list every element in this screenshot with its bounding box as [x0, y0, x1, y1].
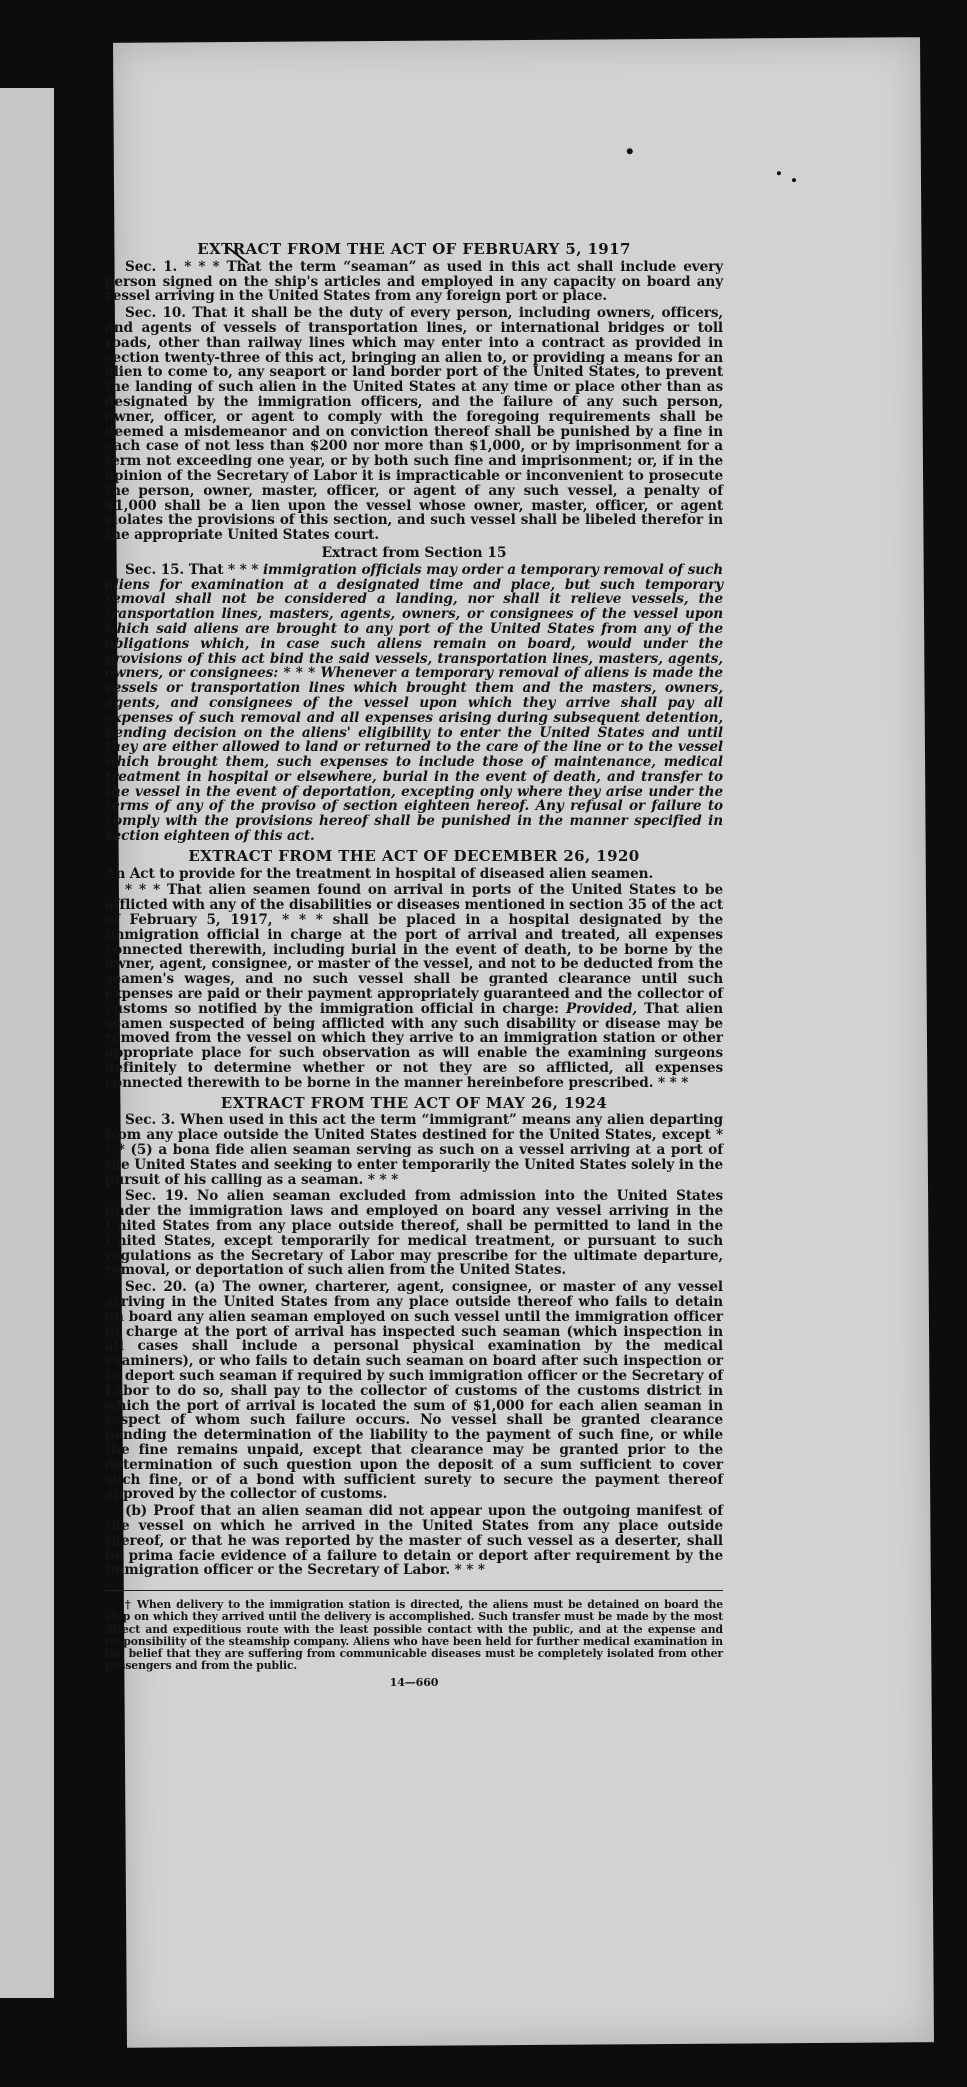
- section-20a: Sec. 20. (a) The owner, charterer, agent, consignee, or master of any vessel arriving in the United States from any place outside thereof who fails to detain on board any alien seaman employed on such vessel until the immigration officer in charge at the port of arrival has inspected such seaman (which inspection in all cases shall include a personal physical examination by the medical examiners), or who fails to detain such seaman on board after such inspection or to deport such seaman if required by such immigration officer or the Secretary of Labor to do so, shall pay to the collector of customs of the customs district in which the port of arrival is located the sum of $1,000 for each alien seaman in respect of whom such failure occurs. No vessel shall be granted clearance pending the determination of the liability to the payment of such fine, or while the fine remains unpaid, except that clearance may be granted prior to the determination of such question upon the deposit of a sum sufficient to cover such fine, or of a bond with sufficient surety to secure the payment thereof approved by the collector of customs.: [105, 1279, 723, 1503]
- section-3: Sec. 3. When used in this act the term “immigrant” means any alien departing from any place outside the United States destined for the United States, except * * * (5) a bona fide alien seaman serving as such on a vessel arriving at a port of the United States and seeking to enter temporarily the United States solely in the pursuit of his calling as a seaman. * * *: [105, 1112, 723, 1188]
- ink-speck: [792, 178, 796, 182]
- act-1920-body: [105, 883, 723, 1090]
- heading-act-1924: EXTRACT FROM THE ACT OF MAY 26, 1924: [220, 1093, 608, 1112]
- footnote-divider: [105, 1590, 723, 1591]
- section-10: Sec. 10. That it shall be the duty of every person, including owners, officers, and agents of vessels of transportation lines, or international bridges or toll roads, other than railway lines which may enter into a contract as provided in section twenty-three of this act, bringing an alien to, or providing a means for an alien to come to, any seaport or land border port of the United States, to prevent the landing of such alien in the United States at any time or place other than as designated by the immigration officers, and the failure of any such person, owner, officer, or agent to comply with the foregoing requirements shall be deemed a misdemeanor and on conviction thereof shall be punished by a fine in each case of not less than $200 nor more than $1,000, or by imprisonment for a term not exceeding one year, or by both such fine and imprisonment; or, if in the opinion of the Secretary of Labor it is impracticable or inconvenient to prosecute the person, owner, master, officer, or agent of any such vessel, a penalty of $1,000 shall be a lien upon the vessel whose owner, master, officer, or agent violates the provisions of this section, and such vessel shall be libeled therefor in the appropriate United States court.: [105, 305, 723, 544]
- heading-act-1917: EXTRACT FROM THE ACT OF FEBRUARY 5, 1917: [197, 240, 631, 258]
- ink-speck: [777, 171, 781, 175]
- section-19: Sec. 19. No alien seaman excluded from admission into the United States under the immigration laws and employed on board any vessel arriving in the United States from any place outside thereof, shall be permitted to land in the United States, except temporarily for medical treatment, or pursuant to such regulations as the Secretary of Labor may prescribe for the ultimate departure, removal, or deportation of such alien from the United States.: [105, 1188, 723, 1279]
- ink-speck: [627, 148, 633, 154]
- adjacent-page-edge: [0, 88, 54, 1998]
- act-1920-provided: Provided,: [565, 1000, 637, 1017]
- section-1: Sec. 1. * * * That the term “seaman” as used in this act shall include every person signed on the ship's articles and employed in any capacity on board any vessel arriving in the United States from any foreign port or place.: [105, 258, 723, 305]
- footnote: † When delivery to the immigration station is directed, the aliens must be detained on board the ship on which they arrived until the delivery is accomplished. Such transfer must be made by the most direct and expeditious route with the least possible contact with the public, and at the expense and responsibility of the steamship company. Aliens who have been held for further medical examination in the belief that they are suffering from communicable diseases must be completely isolated from other passengers and from the public.: [105, 1598, 723, 1673]
- section-15-body: immigration officials may order a temporary removal of such aliens for examination at a designated time and place, but such temporary removal shall not be considered a landing, nor shall it relieve vessels, the transportation lines, masters, agents, owners, or consignees of the vessel upon which said aliens are brought to any port of the United States from any of the obligations which, in case such aliens remain on board, would under the provisions of this act bind the said vessels, transportation lines, masters, agents, owners, or consignees: * * * Whenever a temporary removal of aliens is made the vessels or transportation lines which brought them and the masters, owners, agents, and consignees of the vessel upon which they arrive shall pay all expenses of such removal and all expenses arising during subsequent detention, pending decision on the aliens' eligibility to enter the United States and until they are either allowed to land or returned to the care of the line or to the vessel which brought them, such expenses to include those of maintenance, medical treatment in hospital or elsewhere, burial in the event of death, and transfer to the vessel in the event of deportation, excepting only where they arise under the terms of any of the proviso of section eighteen hereof. Any refusal or failure to comply with the provisions hereof shall be punished in the manner specified in section eighteen of this act.: [105, 561, 723, 845]
- act-1920-rest: That alien seamen suspected of being afflicted with any such disability or disease may be removed from the vessel on which they arrive to an immigration station or other appropriate place for such observation as will enable the examining surgeons definitely to determine whether or not they are so afflicted, all expenses connected therewith to be borne in the manner hereinbefore prescribed. * * *: [105, 1000, 723, 1091]
- document-text: [105, 240, 723, 1691]
- subheading-section-15: Extract from Section 15: [321, 544, 507, 561]
- section-20b: (b) Proof that an alien seaman did not appear upon the outgoing manifest of the vessel on which he arrived in the United States from any place outside thereof, or that he was reported by the master of such vessel as a deserter, shall be prima facie evidence of a failure to detain or deport after requirement by the immigration officer or the Secretary of Labor. * * *: [105, 1503, 723, 1579]
- act-1920-title: An Act to provide for the treatment in hospital of diseased alien seamen.: [105, 865, 654, 882]
- section-15: [105, 563, 723, 844]
- section-15-lead: Sec. 15. That * * *: [125, 561, 263, 578]
- page-number: 14—660: [389, 1676, 439, 1690]
- heading-act-1920: EXTRACT FROM THE ACT OF DECEMBER 26, 1920: [188, 846, 640, 865]
- act-1920-lead: * * * That alien seamen found on arrival in ports of the United States to be afflicted with any of the disabilities or diseases mentioned in section 35 of the act of February 5, 1917, * * * shall be placed in a hospital designated by the immigration official in charge at the port of arrival and treated, all expenses connected therewith, including burial in the event of death, to be borne by the owner, agent, consignee, or master of the vessel, and not to be deducted from the seamen's wages, and no such vessel shall be granted clearance until such expenses are paid or their payment appropriately guaranteed and the collector of customs so notified by the immigration official in charge:: [105, 882, 723, 1017]
